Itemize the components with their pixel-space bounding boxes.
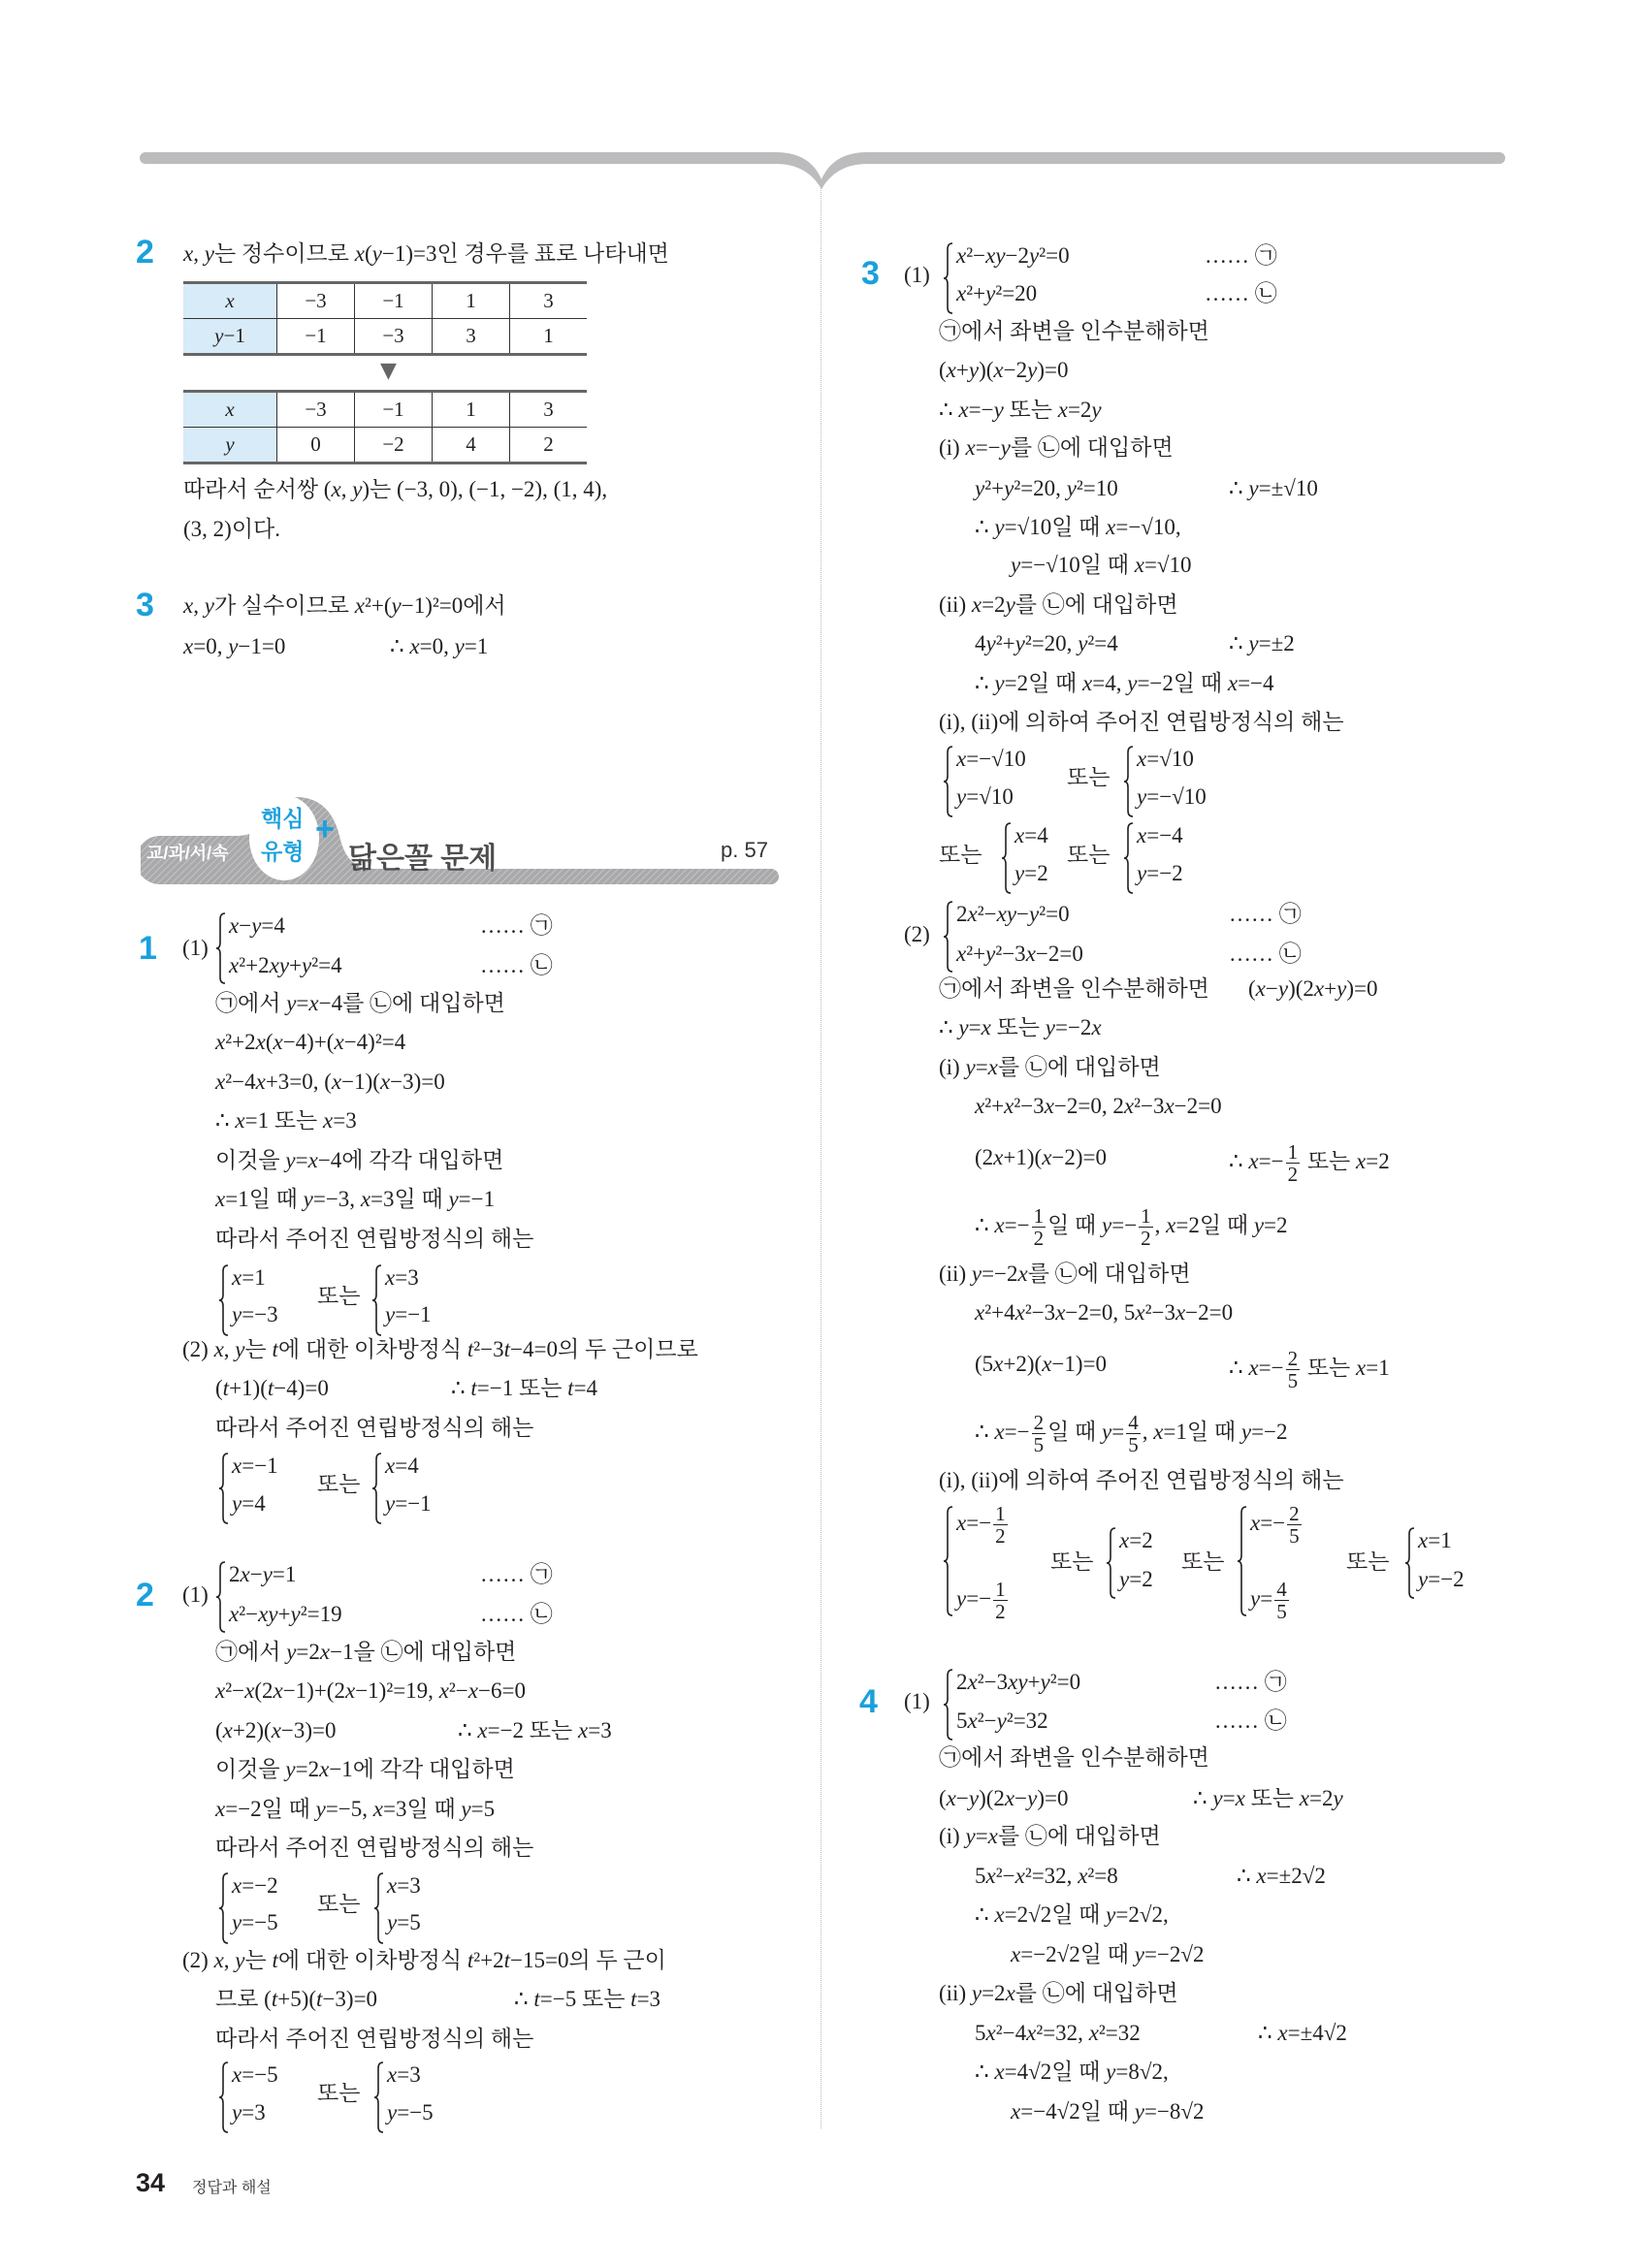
equation: y=−√10	[1137, 784, 1207, 809]
equation: y=4	[232, 1491, 266, 1516]
equation: y=−5	[387, 2100, 434, 2124]
problem-number: 4	[859, 1683, 878, 1720]
table-header: x	[183, 392, 277, 428]
brace-icon	[218, 1871, 230, 1945]
equation: y=− $\frac{1}{2}$	[956, 1578, 1006, 1623]
part-label: (1)	[182, 1582, 209, 1607]
text-line: ∴ x=− $\frac{1}{2}$ 또는 x=2	[1229, 1140, 1390, 1186]
equation: x=1	[232, 1265, 266, 1290]
page-number: 34	[136, 2168, 166, 2197]
table-header: y−1	[183, 319, 277, 355]
problem-number: 1	[139, 930, 157, 967]
brace-icon	[215, 1560, 227, 1634]
table-cell: −1	[355, 392, 433, 428]
equation-tag: …… ㉡	[1205, 281, 1277, 305]
text-line: ∴ x=1 또는 x=3	[215, 1108, 357, 1133]
equation-tag: …… ㉠	[1214, 1670, 1287, 1694]
equation: y=3	[232, 2100, 266, 2124]
brace-icon	[371, 1452, 383, 1525]
brace-icon	[1106, 1526, 1117, 1600]
table-cell: 1	[433, 283, 510, 319]
brace-icon	[943, 1505, 954, 1617]
text-line: ㉠에서 y=x−4를 ㉡에 대입하면	[215, 991, 505, 1015]
equation: y=√10	[956, 784, 1014, 809]
equation: x=−5	[232, 2062, 278, 2087]
text-line: 5x²−4x²=32, x²=32	[975, 2021, 1141, 2045]
badge-text-top: 핵심	[261, 806, 305, 831]
text-line: 5x²−x²=32, x²=8	[975, 1864, 1118, 1888]
problem-text: x, y는 정수이므로 x(y−1)=3인 경우를 표로 나타내면	[183, 241, 669, 266]
equation-tag: …… ㉠	[480, 913, 553, 938]
text-line: 따라서 주어진 연립방정식의 해는	[215, 2027, 534, 2051]
equation: x=−4	[1137, 823, 1183, 847]
text-line: ∴ t=−5 또는 t=3	[514, 1987, 661, 2011]
fraction: $\frac{2}{5}$	[1289, 1502, 1300, 1548]
text-line: 4y²+y²=20, y²=4	[975, 631, 1118, 655]
text-line: ∴ t=−1 또는 t=4	[451, 1376, 598, 1400]
brace-icon	[943, 900, 954, 974]
equation: x=−√10	[956, 747, 1026, 771]
fraction: $\frac{4}{5}$	[1276, 1578, 1287, 1623]
equation: x=− $\frac{1}{2}$	[956, 1502, 1006, 1548]
footer-title: 정답과 해설	[192, 2180, 272, 2196]
text-line: ∴ x=0, y=1	[390, 634, 489, 658]
problem-number: 2	[136, 1577, 154, 1613]
text-line: (x+y)(x−2y)=0	[939, 358, 1069, 382]
equation: x=√10	[1137, 747, 1194, 771]
table-cell: 3	[510, 392, 588, 428]
text-line: 이것을 y=2x−1에 각각 대입하면	[215, 1757, 515, 1781]
brace-icon	[943, 241, 954, 315]
table-row	[183, 392, 587, 428]
equation: x=4	[385, 1453, 419, 1478]
text-line: ∴ x=±2√2	[1237, 1864, 1326, 1888]
equation-tag: …… ㉠	[1205, 243, 1277, 268]
text-line: (i) y=x를 ㉡에 대입하면	[939, 1824, 1161, 1848]
table-cell: 3	[510, 283, 588, 319]
or-text: 또는	[317, 1284, 361, 1308]
text-line: ∴ x=2√2일 때 y=2√2,	[975, 1902, 1169, 1927]
text-line: ㉠에서 좌변을 인수분해하면	[939, 319, 1209, 343]
fraction: $\frac{2}{5}$	[1033, 1411, 1045, 1456]
text-line: 따라서 주어진 연립방정식의 해는	[215, 1416, 534, 1440]
text-line: ∴ x=−2 또는 x=3	[458, 1718, 612, 1742]
equation: x=3	[387, 2062, 421, 2087]
part-label: (1)	[904, 263, 930, 287]
text-line: (i), (ii)에 의하여 주어진 연립방정식의 해는	[939, 1468, 1344, 1492]
equation: y=−1	[385, 1302, 432, 1326]
table-row	[183, 283, 587, 319]
table-cell: −2	[355, 428, 433, 463]
text-line: y=−√10일 때 x=√10	[1011, 553, 1192, 577]
brace-icon	[943, 745, 954, 818]
or-text: 또는	[317, 2081, 361, 2105]
text-line: x=1일 때 y=−3, x=3일 때 y=−1	[215, 1187, 496, 1211]
text-line: y²+y²=20, y²=10	[975, 476, 1118, 500]
equation: 2x²−xy−y²=0	[956, 902, 1070, 926]
equation-tag: …… ㉡	[1214, 1709, 1287, 1733]
brace-icon	[943, 1668, 954, 1741]
table-cell: 1	[433, 392, 510, 428]
part-label: (2)	[904, 922, 930, 946]
text-line: 므로 (t+5)(t−3)=0	[215, 1987, 378, 2011]
badge-text-bottom: 유형	[261, 839, 305, 864]
text-line: ∴ x=4√2일 때 y=8√2,	[975, 2060, 1169, 2084]
text-line: x²+x²−3x−2=0, 2x²−3x−2=0	[975, 1094, 1222, 1118]
brace-icon	[1123, 821, 1135, 895]
text-line: x²+4x²−3x−2=0, 5x²−3x−2=0	[975, 1300, 1234, 1325]
problem-number: 3	[136, 587, 154, 623]
table-row	[183, 319, 587, 355]
equation: y=2	[1119, 1567, 1153, 1591]
brace-icon	[218, 1452, 230, 1525]
or-text: 또는	[1181, 1549, 1225, 1574]
table-header: y	[183, 428, 277, 463]
or-text: 또는	[317, 1472, 361, 1496]
equation: x=2	[1119, 1528, 1153, 1552]
equation-tag: …… ㉠	[1229, 902, 1302, 926]
text-line: (2) x, y는 t에 대한 이차방정식 t²−3t−4=0의 두 근이므로	[182, 1337, 698, 1361]
brace-icon	[218, 2060, 230, 2134]
text-line: 따라서 주어진 연립방정식의 해는	[215, 1227, 534, 1251]
equation: x²−xy−2y²=0	[956, 243, 1070, 268]
text-line: 따라서 주어진 연립방정식의 해는	[215, 1836, 534, 1860]
brace-icon	[1404, 1526, 1416, 1600]
brace-icon	[373, 2060, 385, 2134]
equation: x²+y²=20	[956, 281, 1038, 305]
page-reference: p. 57	[721, 838, 768, 862]
text-line: 이것을 y=x−4에 각각 대입하면	[215, 1148, 504, 1172]
text-line: ㉠에서 좌변을 인수분해하면	[939, 1745, 1209, 1770]
text-line: (x−y)(2x−y)=0	[939, 1786, 1069, 1810]
equation: 2x²−3xy+y²=0	[956, 1670, 1081, 1694]
text-line: (t+1)(t−4)=0	[215, 1376, 329, 1400]
text-line: ㉠에서 y=2x−1을 ㉡에 대입하면	[215, 1640, 517, 1664]
equation-tag: …… ㉡	[480, 953, 553, 977]
text-line: (i), (ii)에 의하여 주어진 연립방정식의 해는	[939, 710, 1344, 734]
equation: 5x²−y²=32	[956, 1709, 1048, 1733]
or-text: 또는	[317, 1892, 361, 1916]
equation: x−y=4	[229, 913, 285, 938]
text-line: 따라서 순서쌍 (x, y)는 (−3, 0), (−1, −2), (1, 4),	[183, 477, 608, 501]
equation: x=−2	[232, 1873, 278, 1898]
brace-icon	[1123, 745, 1135, 818]
equation: x=−1	[232, 1453, 278, 1478]
plus-icon: +	[315, 811, 335, 847]
section-title: 닮은꼴 문제	[348, 843, 498, 875]
table-cell: 3	[433, 319, 510, 355]
text-line: (ii) y=2x를 ㉡에 대입하면	[939, 1981, 1178, 2005]
equation-tag: …… ㉡	[1229, 942, 1302, 966]
text-line: x²−x(2x−1)+(2x−1)²=19, x²−x−6=0	[215, 1678, 526, 1703]
part-label: (1)	[904, 1689, 930, 1713]
fraction: $\frac{1}{2}$	[1141, 1204, 1151, 1250]
down-arrow-icon: ▼	[380, 359, 397, 383]
or-text: 또는	[1050, 1549, 1094, 1574]
text-line: ㉠에서 좌변을 인수분해하면	[939, 976, 1209, 1001]
text-line: ∴ y=x 또는 y=−2x	[939, 1015, 1102, 1039]
value-table	[183, 281, 587, 356]
table-cell: 0	[277, 428, 355, 463]
equation: x²+y²−3x−2=0	[956, 942, 1083, 966]
table-cell: 2	[510, 428, 588, 463]
equation: y= $\frac{4}{5}$	[1250, 1578, 1287, 1623]
table-cell: −3	[277, 392, 355, 428]
brace-icon	[373, 1871, 385, 1945]
equation-tag: …… ㉡	[480, 1602, 553, 1626]
text-line: ∴ x=− $\frac{1}{2}$ 일 때 y=− $\frac{1}{2}$ , x=2일 때 y=2	[975, 1204, 1288, 1250]
fraction: $\frac{1}{2}$	[995, 1578, 1006, 1623]
table-cell: −1	[355, 283, 433, 319]
fraction: $\frac{1}{2}$	[1033, 1204, 1045, 1250]
table-cell: −3	[355, 319, 433, 355]
table-cell: 1	[510, 319, 588, 355]
text-line: (i) y=x를 ㉡에 대입하면	[939, 1055, 1161, 1079]
table-cell: −1	[277, 319, 355, 355]
brace-icon	[218, 1263, 230, 1337]
brace-icon	[215, 911, 227, 985]
text-line: (x+2)(x−3)=0	[215, 1718, 337, 1742]
equation: x=3	[385, 1265, 419, 1290]
text-line: (ii) x=2y를 ㉡에 대입하면	[939, 592, 1178, 617]
equation: y=5	[387, 1910, 421, 1934]
table-cell: −3	[277, 283, 355, 319]
top-divider-bar	[0, 0, 1642, 194]
text-line: (i) x=−y를 ㉡에 대입하면	[939, 435, 1174, 460]
text-line: x=−4√2일 때 y=−8√2	[1011, 2099, 1205, 2124]
fraction: $\frac{1}{2}$	[1287, 1140, 1299, 1186]
brace-icon	[371, 1263, 383, 1337]
text-line: (3, 2)이다.	[183, 517, 281, 541]
equation: y=−2	[1137, 861, 1183, 885]
or-text: 또는	[939, 843, 982, 867]
text-line: x=−2일 때 y=−5, x=3일 때 y=5	[215, 1797, 496, 1821]
equation: y=−3	[232, 1302, 278, 1326]
text-line: (2) x, y는 t에 대한 이차방정식 t²+2t−15=0의 두 근이	[182, 1948, 666, 1972]
equation: y=2	[1014, 861, 1048, 885]
equation: y=−1	[385, 1491, 432, 1516]
text-line: ∴ y=√10일 때 x=−√10,	[975, 515, 1181, 539]
text-line: x²+2x(x−4)+(x−4)²=4	[215, 1030, 406, 1054]
text-line: ∴ x=−y 또는 x=2y	[939, 398, 1102, 422]
brace-icon	[1001, 821, 1013, 895]
fraction: $\frac{2}{5}$	[1287, 1347, 1299, 1392]
equation: x=4	[1014, 823, 1048, 847]
table-header: x	[183, 283, 277, 319]
equation-tag: …… ㉠	[480, 1562, 553, 1586]
text-line: (x−y)(2x+y)=0	[1248, 976, 1378, 1001]
equation: x=1	[1418, 1528, 1452, 1552]
or-text: 또는	[1067, 843, 1111, 867]
text-line: ∴ x=− $\frac{2}{5}$ 일 때 y= $\frac{4}{5}$ , x=1일 때 y=−2	[975, 1411, 1288, 1456]
text-line: ∴ x=±4√2	[1258, 2021, 1347, 2045]
fraction: $\frac{1}{2}$	[995, 1502, 1006, 1548]
problem-number: 3	[861, 255, 880, 292]
equation: x²+2xy+y²=4	[229, 953, 342, 977]
table-cell: 4	[433, 428, 510, 463]
brace-icon	[1237, 1505, 1248, 1617]
value-table	[183, 390, 587, 464]
equation: 2x−y=1	[229, 1562, 297, 1586]
text-line: x=−2√2일 때 y=−2√2	[1011, 1942, 1205, 1966]
text-line: x²−4x+3=0, (x−1)(x−3)=0	[215, 1070, 445, 1094]
equation: y=−5	[232, 1910, 278, 1934]
equation: x=− $\frac{2}{5}$	[1250, 1502, 1300, 1548]
problem-number: 2	[136, 234, 154, 271]
part-label: (1)	[182, 936, 209, 960]
table-row	[183, 428, 587, 463]
text-line: ∴ y=±2	[1229, 631, 1295, 655]
fraction: $\frac{4}{5}$	[1128, 1411, 1139, 1456]
text-line: x, y가 실수이므로 x²+(y−1)²=0에서	[183, 593, 506, 618]
equation: x=3	[387, 1873, 421, 1898]
text-line: ∴ y=2일 때 x=4, y=−2일 때 x=−4	[975, 671, 1274, 695]
banner-label: 교/과/서/속	[146, 844, 229, 863]
text-line: ∴ y=±√10	[1229, 476, 1318, 500]
equation: x²−xy+y²=19	[229, 1602, 342, 1626]
text-line: ∴ x=− $\frac{2}{5}$ 또는 x=1	[1229, 1347, 1390, 1392]
section-banner	[141, 797, 781, 889]
or-text: 또는	[1067, 765, 1111, 789]
text-line: ∴ y=x 또는 x=2y	[1193, 1786, 1343, 1810]
text-line: (2x+1)(x−2)=0	[975, 1145, 1108, 1169]
or-text: 또는	[1346, 1549, 1390, 1574]
text-line: x=0, y−1=0	[183, 634, 286, 658]
text-line: (ii) y=−2x를 ㉡에 대입하면	[939, 1262, 1191, 1286]
equation: y=−2	[1418, 1567, 1465, 1591]
text-line: (5x+2)(x−1)=0	[975, 1352, 1108, 1376]
